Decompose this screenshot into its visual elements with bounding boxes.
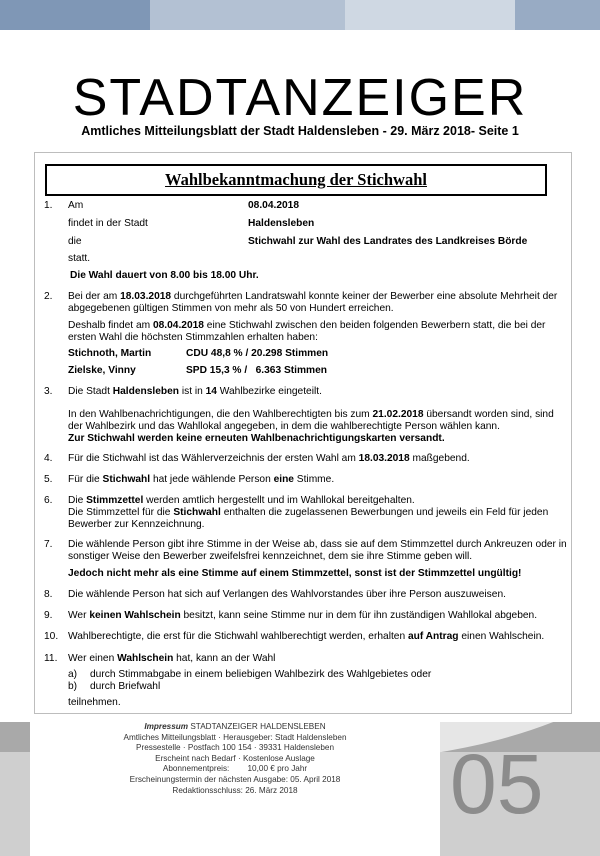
s4-text: Für die Stichwahl ist das Wählerverzeichnis der ersten Wahl am 18.03.2018 maßgebend. xyxy=(68,453,470,464)
s6-paragraph-2: Die Stimmzettel für die Stichwahl enthalten die zugelassenen Bewerbungen und jeweils ein Feld für jeden Bewerber zur Kennzeichnung. xyxy=(68,507,549,531)
option-a-label: a) xyxy=(68,669,78,680)
top-color-bar xyxy=(0,0,600,30)
s2-paragraph-1: Bei der am 18.03.2018 durchgeführten Landratswahl konnte keiner der Bewerber eine absolute Mehrheit der abgegebenen gültigen Stimmen von mehr als 50 von Hundert erreichen. xyxy=(68,291,558,315)
candidate-2-name: Zielske, Vinny xyxy=(68,365,136,376)
masthead-title: STADTANZEIGER xyxy=(72,69,528,127)
item-number: 4. xyxy=(44,453,53,464)
s11-text: Wer einen Wahlschein hat, kann an der Wahl xyxy=(68,653,276,664)
stadt-label: findet in der Stadt xyxy=(68,218,148,229)
s3-paragraph-3: Zur Stichwahl werden keine erneuten Wahlbenachrichtigungskarten versandt. xyxy=(68,433,445,444)
item-number: 11. xyxy=(44,653,58,664)
item-number: 9. xyxy=(44,610,53,621)
stadt-value: Haldensleben xyxy=(248,218,315,229)
am-value: 08.04.2018 xyxy=(248,200,299,211)
imprint-line: Pressestelle · Postfach 100 154 · 39331 Haldensleben xyxy=(136,743,334,753)
option-b-label: b) xyxy=(68,681,78,692)
s7-paragraph-2: Jedoch nicht mehr als eine Stimme auf einem Stimmzettel, sonst ist der Stimmzettel ungültig! xyxy=(68,568,522,579)
option-a-text: durch Stimmabgabe in einem beliebigen Wahlbezirk des Wahlgebietes oder xyxy=(90,669,432,680)
masthead-subtitle: Amtliches Mitteilungsblatt der Stadt Haldensleben - 29. März 2018- Seite 1 xyxy=(81,124,519,138)
notice-heading: Wahlbekanntmachung der Stichwahl xyxy=(45,164,547,196)
s8-text: Die wählende Person hat sich auf Verlangen des Wahlvorstandes über ihre Person auszuweisen. xyxy=(68,589,506,600)
issue-number: 05 xyxy=(450,737,544,831)
s6-paragraph-1: Die Stimmzettel werden amtlich hergestellt und im Wahllokal bereitgehalten. xyxy=(68,495,415,506)
imprint-line: Abonnementpreis: 10,00 € pro Jahr xyxy=(162,764,308,774)
s3-paragraph-1: Die Stadt Haldensleben ist in 14 Wahlbezirke eingeteilt. xyxy=(68,386,322,397)
s7-paragraph-1: Die wählende Person gibt ihre Stimme in der Weise ab, dass sie auf dem Stimmzettel durch Ankreuzen oder in sonstiger Weise den Bewerber zweifelsfrei kennzeichnet, dem sie ihre Stimme geben will. xyxy=(68,539,567,563)
option-b-text: durch Briefwahl xyxy=(90,681,161,692)
statt-text: statt. xyxy=(68,253,91,264)
imprint-line: Erscheint nach Bedarf · Kostenlose Auslage xyxy=(155,753,315,763)
item-number: 2. xyxy=(44,291,53,302)
die-label: die xyxy=(68,236,82,247)
item-number: 10. xyxy=(44,631,59,642)
item-number: 6. xyxy=(44,495,53,506)
imprint-title: Impressum STADTANZEIGER HALDENSLEBEN xyxy=(144,722,326,731)
candidate-1-name: Stichnoth, Martin xyxy=(68,348,152,359)
s3-paragraph-2: In den Wahlbenachrichtigungen, die den Wahlberechtigten bis zum 21.02.2018 übersandt worden sind, sind der Wahlbezirk und das Wahllokal angegeben, in dem die wahlberechtigte Person wählen kann. xyxy=(68,409,554,433)
wahl-dauer: Die Wahl dauert von 8.00 bis 18.00 Uhr. xyxy=(70,270,259,281)
imprint xyxy=(40,722,430,796)
imprint-line: Redaktionsschluss: 26. März 2018 xyxy=(172,785,298,795)
item-number: 7. xyxy=(44,539,53,550)
die-value: Stichwahl zur Wahl des Landrates des Landkreises Börde xyxy=(248,236,528,247)
candidate-2-result: SPD 15,3 % / 6.363 Stimmen xyxy=(186,365,327,376)
imprint-line: Amtliches Mitteilungsblatt · Herausgeber: Stadt Haldensleben xyxy=(123,732,347,742)
item-number: 8. xyxy=(44,589,53,600)
footer xyxy=(0,722,600,856)
s9-text: Wer keinen Wahlschein besitzt, kann seine Stimme nur in dem für ihn zuständigen Wahllokal abgeben. xyxy=(68,610,538,621)
item-number: 5. xyxy=(44,474,53,485)
s5-text: Für die Stichwahl hat jede wählende Person eine Stimme. xyxy=(68,474,335,485)
am-label: Am xyxy=(68,200,84,211)
item-number: 1. xyxy=(44,200,53,211)
item-number: 3. xyxy=(44,386,53,397)
candidate-1-result: CDU 48,8 % / 20.298 Stimmen xyxy=(186,348,329,359)
s11-end: teilnehmen. xyxy=(68,697,121,708)
s2-paragraph-2: Deshalb findet am 08.04.2018 eine Stichwahl zwischen den beiden folgenden Bewerbern statt, die bei der ersten Wahl die höchsten Stimmzahlen erhalten haben: xyxy=(68,320,546,344)
s10-text: Wahlberechtigte, die erst für die Stichwahl wahlberechtigt werden, erhalten auf Antrag einen Wahlschein. xyxy=(68,631,545,642)
imprint-line: Erscheinungstermin der nächsten Ausgabe: 05. April 2018 xyxy=(129,774,341,784)
